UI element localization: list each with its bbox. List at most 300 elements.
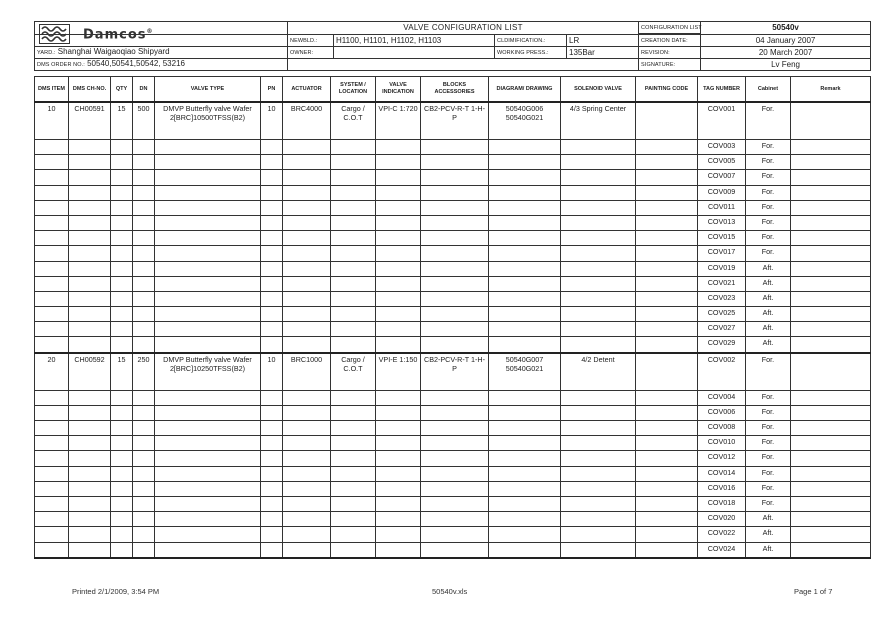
cell-type — [155, 307, 261, 322]
cell-solenoid: 4/2 Detent — [561, 353, 636, 391]
cell-type — [155, 390, 261, 405]
owner-value — [334, 47, 495, 59]
cell-blocks — [421, 481, 489, 496]
cell-system — [331, 421, 376, 436]
table-row — [35, 261, 871, 276]
cell-indication: VPI-C 1:720 — [376, 102, 421, 140]
col-actuator: ACTUATOR — [283, 77, 331, 103]
cell-cabinet: Aft. — [746, 276, 791, 291]
cell-type — [155, 276, 261, 291]
cell-dn — [133, 481, 155, 496]
logo-wordmark: Damcos® — [83, 27, 154, 43]
yard-value: Shanghai Waigaoqiao Shipyard — [57, 47, 170, 56]
cell-actuator — [283, 200, 331, 215]
cell-blocks: CB2-PCV-R-T 1-H-P — [421, 353, 489, 391]
cell-system — [331, 542, 376, 558]
cell-cabinet: Aft. — [746, 307, 791, 322]
cell-indication — [376, 436, 421, 451]
cell-diagram — [489, 291, 561, 306]
cell-chno — [69, 246, 111, 261]
cell-blocks — [421, 421, 489, 436]
cell-tag: COV005 — [698, 155, 746, 170]
cell-type — [155, 481, 261, 496]
cell-diagram — [489, 405, 561, 420]
cell-system — [331, 200, 376, 215]
cell-blocks — [421, 155, 489, 170]
yard-label: YARD.: — [37, 50, 56, 56]
cell-tag: COV027 — [698, 322, 746, 337]
col-chno: DMS CH-NO. — [69, 77, 111, 103]
cell-cabinet: For. — [746, 421, 791, 436]
cell-blocks — [421, 200, 489, 215]
cell-tag: COV021 — [698, 276, 746, 291]
cell-actuator — [283, 276, 331, 291]
cell-actuator — [283, 436, 331, 451]
cell-indication — [376, 390, 421, 405]
cell-system — [331, 231, 376, 246]
cell-system — [331, 527, 376, 542]
cell-item — [35, 466, 69, 481]
cell-diagram — [489, 542, 561, 558]
cell-chno — [69, 436, 111, 451]
cell-actuator — [283, 231, 331, 246]
cell-solenoid — [561, 231, 636, 246]
cell-qty — [111, 527, 133, 542]
cell-chno — [69, 200, 111, 215]
cell-blocks — [421, 451, 489, 466]
cell-item — [35, 276, 69, 291]
cell-diagram — [489, 496, 561, 511]
cell-diagram — [489, 512, 561, 527]
cell-qty — [111, 291, 133, 306]
cell-type — [155, 261, 261, 276]
cell-item — [35, 215, 69, 230]
table-row — [35, 337, 871, 353]
cell-blocks — [421, 231, 489, 246]
cell-cabinet: Aft. — [746, 322, 791, 337]
cell-diagram — [489, 436, 561, 451]
cell-solenoid — [561, 466, 636, 481]
cell-diagram — [489, 261, 561, 276]
cell-cabinet: Aft. — [746, 527, 791, 542]
col-painting: PAINTING CODE — [636, 77, 698, 103]
cell-painting — [636, 436, 698, 451]
signature-value: Lv Feng — [701, 59, 871, 71]
cell-item: 20 — [35, 353, 69, 391]
cell-solenoid — [561, 155, 636, 170]
cell-tag: COV002 — [698, 353, 746, 391]
cell-dn — [133, 185, 155, 200]
cell-chno — [69, 155, 111, 170]
cell-cabinet: For. — [746, 353, 791, 391]
cell-chno — [69, 466, 111, 481]
cell-painting — [636, 322, 698, 337]
cell-indication — [376, 231, 421, 246]
cell-cabinet: Aft. — [746, 291, 791, 306]
cell-actuator — [283, 291, 331, 306]
cell-type — [155, 436, 261, 451]
cell-dn — [133, 451, 155, 466]
cell-qty — [111, 421, 133, 436]
cell-solenoid — [561, 405, 636, 420]
signature-label: SIGNATURE: — [639, 59, 701, 71]
cell-solenoid — [561, 436, 636, 451]
cell-dn — [133, 496, 155, 511]
cell-painting — [636, 451, 698, 466]
cell-chno — [69, 140, 111, 155]
yard-cell — [35, 47, 288, 59]
table-body — [35, 102, 871, 558]
cell-actuator — [283, 496, 331, 511]
cell-item — [35, 512, 69, 527]
cell-type — [155, 542, 261, 558]
cell-actuator: BRC1000 — [283, 353, 331, 391]
cell-pn — [261, 451, 283, 466]
col-cabinet: Cabinet — [746, 77, 791, 103]
cell-solenoid — [561, 140, 636, 155]
cell-dn — [133, 390, 155, 405]
cell-pn — [261, 466, 283, 481]
valve-table — [34, 76, 871, 559]
col-remark: Remark — [791, 77, 871, 103]
cell-pn — [261, 337, 283, 353]
cell-tag: COV013 — [698, 215, 746, 230]
cell-painting — [636, 276, 698, 291]
cell-item — [35, 405, 69, 420]
cell-cabinet: For. — [746, 466, 791, 481]
cell-diagram — [489, 307, 561, 322]
cell-tag: COV004 — [698, 390, 746, 405]
header-blank — [288, 59, 639, 71]
col-qty: QTY — [111, 77, 133, 103]
table-row — [35, 102, 871, 140]
cell-item — [35, 527, 69, 542]
cell-type: DMVP Butterfly valve Wafer 2[BRC]10250TFSS(B2) — [155, 353, 261, 391]
cell-pn — [261, 140, 283, 155]
cell-cabinet: For. — [746, 140, 791, 155]
cell-qty — [111, 451, 133, 466]
cell-qty — [111, 436, 133, 451]
cell-dn — [133, 405, 155, 420]
cell-dn: 250 — [133, 353, 155, 391]
cell-actuator — [283, 527, 331, 542]
cell-diagram — [489, 276, 561, 291]
cell-blocks — [421, 390, 489, 405]
company-logo — [35, 22, 288, 43]
cell-item — [35, 246, 69, 261]
cell-painting — [636, 246, 698, 261]
cell-type — [155, 405, 261, 420]
cell-solenoid — [561, 542, 636, 558]
cell-solenoid — [561, 512, 636, 527]
cell-chno — [69, 170, 111, 185]
cell-pn — [261, 542, 283, 558]
cell-dn — [133, 337, 155, 353]
cell-item — [35, 481, 69, 496]
cell-painting — [636, 291, 698, 306]
cell-remark — [791, 170, 871, 185]
cell-pn — [261, 390, 283, 405]
cell-qty — [111, 200, 133, 215]
cell-system — [331, 405, 376, 420]
cell-actuator — [283, 542, 331, 558]
cell-chno — [69, 527, 111, 542]
cell-qty — [111, 140, 133, 155]
cell-tag: COV015 — [698, 231, 746, 246]
table-row — [35, 155, 871, 170]
cell-solenoid — [561, 496, 636, 511]
cell-blocks — [421, 170, 489, 185]
cell-indication — [376, 421, 421, 436]
cell-painting — [636, 466, 698, 481]
cell-type — [155, 215, 261, 230]
cell-solenoid — [561, 215, 636, 230]
dms-order-label: DMS ORDER NO.: — [37, 62, 85, 68]
cell-indication — [376, 527, 421, 542]
cell-actuator: BRC4000 — [283, 102, 331, 140]
cell-chno — [69, 261, 111, 276]
cell-tag: COV025 — [698, 307, 746, 322]
cell-indication — [376, 512, 421, 527]
cell-dn — [133, 527, 155, 542]
cell-diagram — [489, 322, 561, 337]
cell-blocks — [421, 261, 489, 276]
cell-dn — [133, 436, 155, 451]
cell-tag: COV009 — [698, 185, 746, 200]
cell-dn — [133, 155, 155, 170]
cell-indication — [376, 466, 421, 481]
cell-indication — [376, 261, 421, 276]
cell-dn: 500 — [133, 102, 155, 140]
table-row — [35, 215, 871, 230]
cell-indication — [376, 307, 421, 322]
cell-item: 10 — [35, 102, 69, 140]
cell-qty: 15 — [111, 353, 133, 391]
cell-diagram — [489, 246, 561, 261]
cell-cabinet: For. — [746, 170, 791, 185]
cell-remark — [791, 421, 871, 436]
cell-item — [35, 231, 69, 246]
cell-solenoid — [561, 322, 636, 337]
cell-solenoid — [561, 481, 636, 496]
cell-dn — [133, 512, 155, 527]
cell-cabinet: For. — [746, 102, 791, 140]
page-title: VALVE CONFIGURATION LIST — [288, 22, 639, 35]
cell-pn — [261, 155, 283, 170]
cell-solenoid — [561, 261, 636, 276]
cell-actuator — [283, 170, 331, 185]
cell-painting — [636, 527, 698, 542]
cell-system — [331, 185, 376, 200]
printed-date: Printed 2/1/2009, 3:54 PM — [72, 587, 160, 596]
cell-dn — [133, 542, 155, 558]
cell-solenoid — [561, 200, 636, 215]
cell-diagram — [489, 140, 561, 155]
cell-chno — [69, 307, 111, 322]
cell-dn — [133, 140, 155, 155]
cell-cabinet: For. — [746, 200, 791, 215]
cell-system: Cargo / C.O.T — [331, 102, 376, 140]
cell-tag: COV001 — [698, 102, 746, 140]
cell-pn — [261, 322, 283, 337]
cell-chno — [69, 451, 111, 466]
cell-qty — [111, 496, 133, 511]
cell-blocks — [421, 512, 489, 527]
cell-pn — [261, 481, 283, 496]
revision-label: REVISION: — [639, 47, 701, 59]
cell-remark — [791, 496, 871, 511]
cell-chno — [69, 390, 111, 405]
cell-painting — [636, 542, 698, 558]
cell-pn: 10 — [261, 102, 283, 140]
cell-pn — [261, 527, 283, 542]
dms-order-cell — [35, 59, 288, 71]
cldim-label: CLDIMIFICATION.: — [495, 35, 567, 47]
cell-system — [331, 155, 376, 170]
cell-chno — [69, 215, 111, 230]
cell-qty — [111, 185, 133, 200]
cell-qty — [111, 542, 133, 558]
cell-diagram: 50540G006 50540G021 — [489, 102, 561, 140]
cell-solenoid — [561, 170, 636, 185]
cell-type — [155, 185, 261, 200]
table-row — [35, 451, 871, 466]
cell-type — [155, 170, 261, 185]
cell-tag: COV010 — [698, 436, 746, 451]
cell-painting — [636, 405, 698, 420]
cell-type — [155, 322, 261, 337]
col-dn: DN — [133, 77, 155, 103]
cell-diagram — [489, 466, 561, 481]
cell-dn — [133, 246, 155, 261]
cell-blocks — [421, 140, 489, 155]
cell-actuator — [283, 185, 331, 200]
cell-qty: 15 — [111, 102, 133, 140]
cell-item — [35, 337, 69, 353]
cell-painting — [636, 390, 698, 405]
cell-qty — [111, 261, 133, 276]
cell-actuator — [283, 405, 331, 420]
cell-cabinet: For. — [746, 155, 791, 170]
col-indication: VALVE INDICATION — [376, 77, 421, 103]
cell-item — [35, 496, 69, 511]
cell-actuator — [283, 246, 331, 261]
cell-painting — [636, 170, 698, 185]
cell-cabinet: Aft. — [746, 337, 791, 353]
cell-painting — [636, 140, 698, 155]
cell-system — [331, 170, 376, 185]
cell-item — [35, 200, 69, 215]
cell-solenoid: 4/3 Spring Center — [561, 102, 636, 140]
cell-chno: CH00591 — [69, 102, 111, 140]
cell-item — [35, 261, 69, 276]
cell-pn — [261, 496, 283, 511]
cell-blocks — [421, 337, 489, 353]
cell-indication — [376, 291, 421, 306]
owner-label: OWNER: — [288, 47, 334, 59]
cell-blocks — [421, 466, 489, 481]
cell-remark — [791, 200, 871, 215]
cell-painting — [636, 481, 698, 496]
cell-actuator — [283, 337, 331, 353]
cell-indication: VPI-E 1:150 — [376, 353, 421, 391]
cell-pn — [261, 405, 283, 420]
cell-item — [35, 322, 69, 337]
cell-type — [155, 337, 261, 353]
table-row — [35, 246, 871, 261]
valve-configuration-sheet — [34, 21, 870, 559]
cell-item — [35, 155, 69, 170]
table-row — [35, 496, 871, 511]
cell-qty — [111, 512, 133, 527]
cell-type — [155, 246, 261, 261]
cell-cabinet: Aft. — [746, 512, 791, 527]
col-valve-type: VALVE TYPE — [155, 77, 261, 103]
cell-system — [331, 307, 376, 322]
cell-solenoid — [561, 390, 636, 405]
table-row — [35, 276, 871, 291]
cell-actuator — [283, 512, 331, 527]
cell-cabinet: For. — [746, 246, 791, 261]
col-item: DMS ITEM — [35, 77, 69, 103]
cell-pn — [261, 436, 283, 451]
cell-dn — [133, 307, 155, 322]
cell-remark — [791, 466, 871, 481]
cell-tag: COV011 — [698, 200, 746, 215]
cell-actuator — [283, 155, 331, 170]
cell-remark — [791, 451, 871, 466]
cell-actuator — [283, 140, 331, 155]
cell-qty — [111, 322, 133, 337]
cell-actuator — [283, 307, 331, 322]
cell-dn — [133, 261, 155, 276]
cell-blocks — [421, 496, 489, 511]
cell-qty — [111, 405, 133, 420]
cell-type — [155, 512, 261, 527]
cell-indication — [376, 185, 421, 200]
cell-dn — [133, 276, 155, 291]
cell-blocks — [421, 276, 489, 291]
table-row — [35, 291, 871, 306]
cell-cabinet: Aft. — [746, 261, 791, 276]
table-row — [35, 353, 871, 391]
cell-qty — [111, 390, 133, 405]
cell-system — [331, 276, 376, 291]
cell-tag: COV003 — [698, 140, 746, 155]
cell-qty — [111, 215, 133, 230]
col-blocks: BLOCKS ACCESSORIES — [421, 77, 489, 103]
cell-remark — [791, 231, 871, 246]
cell-remark — [791, 291, 871, 306]
cell-system — [331, 322, 376, 337]
cell-chno — [69, 405, 111, 420]
cell-dn — [133, 200, 155, 215]
cell-indication — [376, 215, 421, 230]
cell-blocks — [421, 185, 489, 200]
damcos-logo-icon — [39, 24, 79, 44]
cell-pn — [261, 185, 283, 200]
cell-system — [331, 466, 376, 481]
cell-cabinet: For. — [746, 496, 791, 511]
cell-qty — [111, 481, 133, 496]
cell-painting — [636, 421, 698, 436]
cell-actuator — [283, 451, 331, 466]
cell-cabinet: For. — [746, 185, 791, 200]
cell-qty — [111, 155, 133, 170]
cell-type — [155, 231, 261, 246]
cell-cabinet: For. — [746, 405, 791, 420]
cell-dn — [133, 170, 155, 185]
